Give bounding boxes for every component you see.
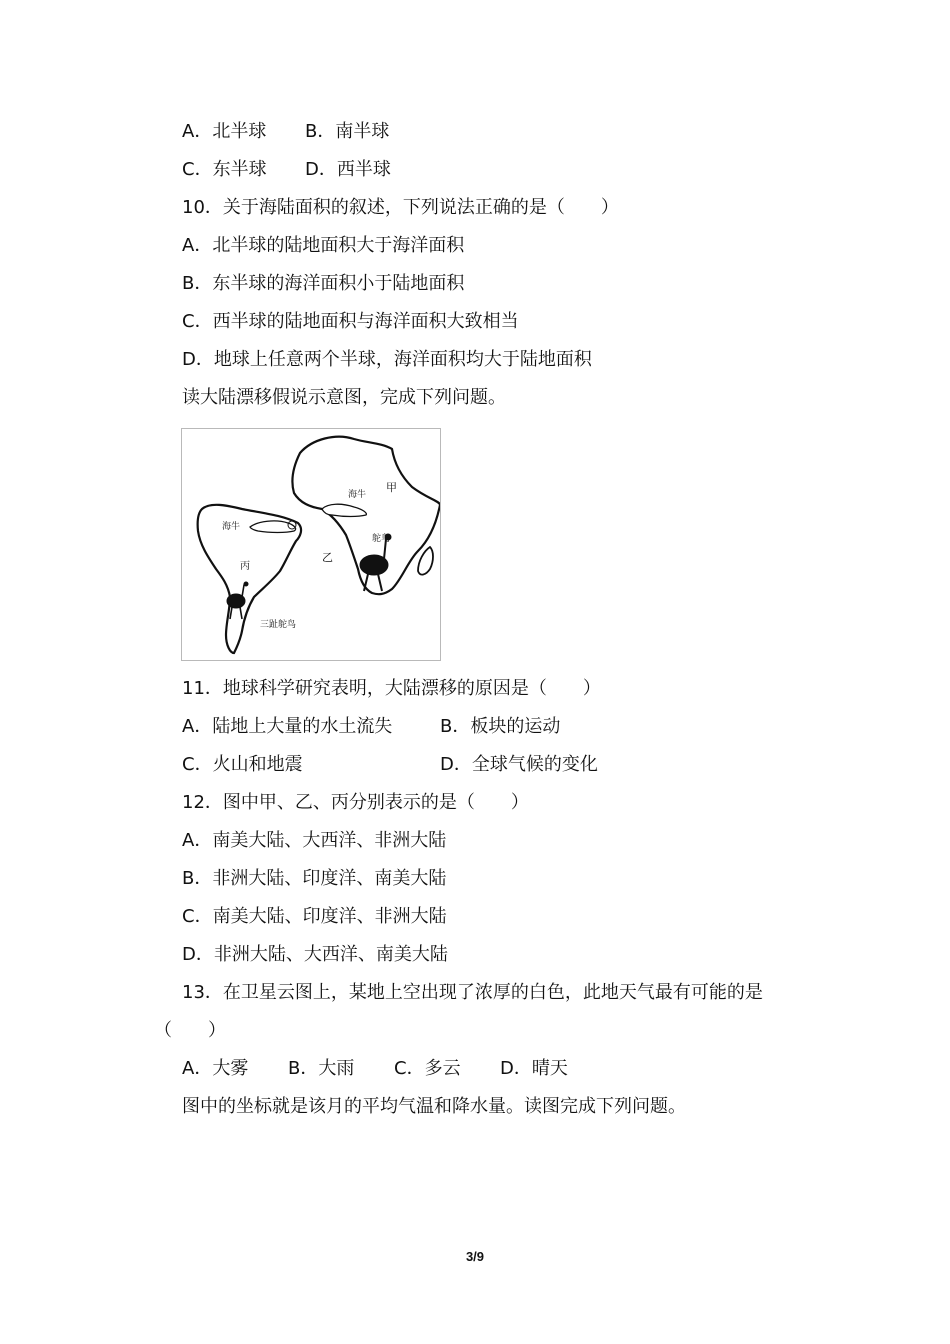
q11-stem: 11．地球科学研究表明，大陆漂移的原因是（ ） <box>182 678 601 699</box>
q10-stem: 10．关于海陆面积的叙述，下列说法正确的是（ ） <box>182 197 619 218</box>
q9-option-c: C．东半球 <box>182 159 267 180</box>
q12-stem: 12．图中甲、乙、丙分别表示的是（ ） <box>182 792 529 813</box>
label-bing: 丙 <box>240 561 250 572</box>
q11-option-b: B．板块的运动 <box>440 716 561 737</box>
q13-option-a: A．大雾 <box>182 1058 249 1079</box>
q9-option-d: D．西半球 <box>305 159 391 180</box>
q13-option-d: D．晴天 <box>500 1058 568 1079</box>
label-ostrich: 鸵鸟 <box>372 534 391 544</box>
q13-stem-line-1: 13．在卫星云图上，某地上空出现了浓厚的白色，此地天气最有可能的是 <box>182 982 763 1003</box>
q11-option-a: A．陆地上大量的水土流失 <box>182 716 393 737</box>
q11-option-c: C．火山和地震 <box>182 754 303 775</box>
map-intro: 读大陆漂移假说示意图，完成下列问题。 <box>182 387 506 408</box>
q12-option-c: C．南美大陆、印度洋、非洲大陆 <box>182 906 447 927</box>
q12-option-d: D．非洲大陆、大西洋、南美大陆 <box>182 944 448 965</box>
madagascar-outline <box>418 547 433 575</box>
q10-option-c: C．西半球的陆地面积与海洋面积大致相当 <box>182 311 519 332</box>
label-manatee-africa: 海牛 <box>348 490 367 500</box>
label-rhea: 三趾鸵鸟 <box>260 620 297 630</box>
q10-option-a: A．北半球的陆地面积大于海洋面积 <box>182 235 465 256</box>
rhea-icon <box>227 582 248 619</box>
continental-drift-map <box>181 428 441 661</box>
q9-options-row-2 <box>182 158 391 182</box>
page-number: 3/9 <box>465 1249 485 1264</box>
q9-option-a: A．北半球 <box>182 121 267 142</box>
q13-option-b: B．大雨 <box>288 1058 355 1079</box>
label-yi: 乙 <box>322 551 333 564</box>
q11-options-row-2 <box>182 753 598 777</box>
label-manatee-sa: 海牛 <box>222 522 241 532</box>
chart-intro: 图中的坐标就是该月的平均气温和降水量。读图完成下列问题。 <box>182 1096 686 1117</box>
q10-option-d: D．地球上任意两个半球，海洋面积均大于陆地面积 <box>182 349 592 370</box>
q13-option-c: C．多云 <box>394 1058 461 1079</box>
q13-options-row <box>182 1057 568 1081</box>
q11-options-row-1 <box>182 715 560 739</box>
q12-option-b: B．非洲大陆、印度洋、南美大陆 <box>182 868 447 889</box>
q13-stem-line-2: （ ） <box>154 1020 226 1041</box>
q11-option-d: D．全球气候的变化 <box>440 754 598 775</box>
q9-option-b: B．南半球 <box>305 121 390 142</box>
label-jia: 甲 <box>386 481 397 494</box>
q9-options-row-1 <box>182 120 389 144</box>
q12-option-a: A．南美大陆、大西洋、非洲大陆 <box>182 830 447 851</box>
manatee-africa-icon <box>322 504 366 516</box>
q10-option-b: B．东半球的海洋面积小于陆地面积 <box>182 273 465 294</box>
